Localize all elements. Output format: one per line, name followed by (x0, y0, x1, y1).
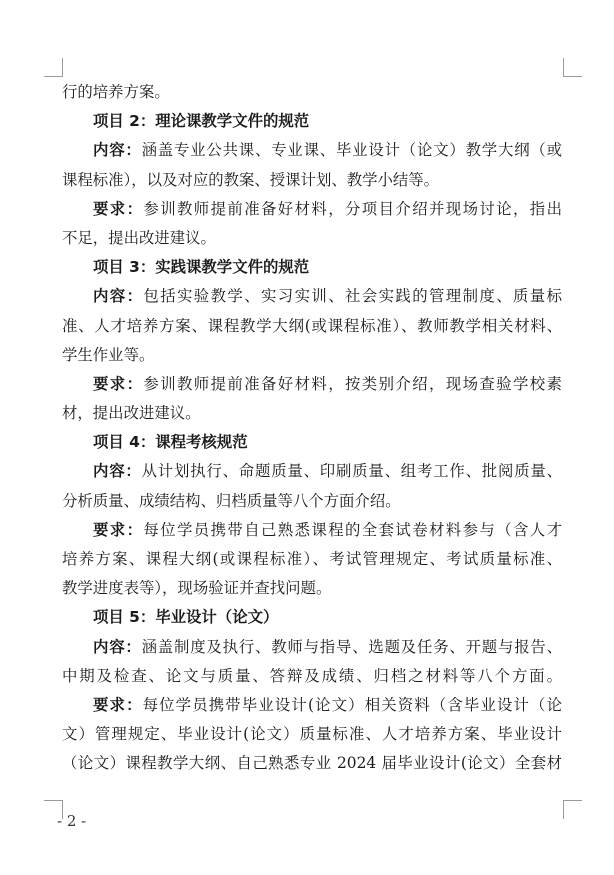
paragraph-line: 学生作业等。 (62, 345, 155, 364)
paragraph-line: 不足，提出改进建议。 (62, 228, 216, 247)
paragraph-label: 内容： (93, 287, 144, 306)
paragraph-line: 内容：涵盖制度及执行、教师与指导、选题及任务、开题与报告、 (93, 637, 562, 656)
paragraph-line: 行的培养方案。 (62, 83, 170, 101)
paragraph-line: 要求：每位学员携带自己熟悉课程的全套试卷材料参与（含人才 (93, 520, 562, 539)
paragraph-line: 内容：从计划执行、命题质量、印刷质量、组考工作、批阅质量、 (93, 462, 562, 481)
paragraph-line: 要求：参训教师提前准备好材料，分项目介绍并现场讨论，指出 (93, 199, 562, 218)
paragraph-line: 内容：包括实验教学、实习实训、社会实践的管理制度、质量标 (93, 287, 562, 306)
paragraph-line: 教学进度表等），现场验证并查找问题。 (62, 579, 332, 598)
paragraph-label: 内容： (93, 462, 142, 481)
section-heading: 项目 3：实践课教学文件的规范 (93, 258, 310, 277)
paragraph-line: 课程标准），以及对应的教案、授课计划、教学小结等。 (62, 170, 440, 189)
corner-mark-top-right (563, 58, 582, 77)
paragraph-line: 要求：参训教师提前准备好材料，按类别介绍，现场查验学校素 (93, 374, 562, 393)
paragraph-line: 材，提出改进建议。 (62, 404, 201, 423)
corner-mark-top-left (44, 58, 63, 77)
paragraph-line: 分析质量、成绩结构、归档质量等八个方面介绍。 (62, 491, 401, 510)
paragraph-line: 准、人才培养方案、课程教学大纲(或课程标准）、教师教学相关材料、 (62, 316, 562, 335)
paragraph-line: 培养方案、课程大纲(或课程标准）、考试管理规定、考试质量标准、 (62, 550, 562, 568)
document-body (62, 78, 562, 779)
paragraph-line: 中期及检查、论文与质量、答辩及成绩、归档之材料等八个方面。 (62, 666, 562, 685)
page-number: - 2 - (57, 812, 87, 830)
paragraph-label: 内容： (93, 141, 142, 160)
corner-mark-bottom-right (563, 800, 582, 819)
paragraph-line: 要求：每位学员携带毕业设计(论文）相关资料（含毕业设计（论 (93, 695, 562, 714)
paragraph-label: 要求： (93, 199, 144, 218)
paragraph-line: （论文）课程教学大纲、自己熟悉专业 2024 届毕业设计(论文）全套材 (62, 754, 562, 773)
section-heading: 项目 4：课程考核规范 (93, 433, 248, 452)
paragraph-label: 要求： (93, 695, 143, 714)
section-heading: 项目 5：毕业设计（论文） (93, 608, 279, 627)
paragraph-label: 要求： (93, 374, 144, 393)
section-heading: 项目 2：理论课教学文件的规范 (93, 112, 310, 131)
paragraph-label: 要求： (93, 520, 144, 539)
paragraph-label: 内容： (93, 637, 142, 656)
paragraph-line: 内容：涵盖专业公共课、专业课、毕业设计（论文）教学大纲（或 (93, 141, 562, 160)
paragraph-line: 文）管理规定、毕业设计(论文）质量标准、人才培养方案、毕业设计 (62, 725, 562, 744)
